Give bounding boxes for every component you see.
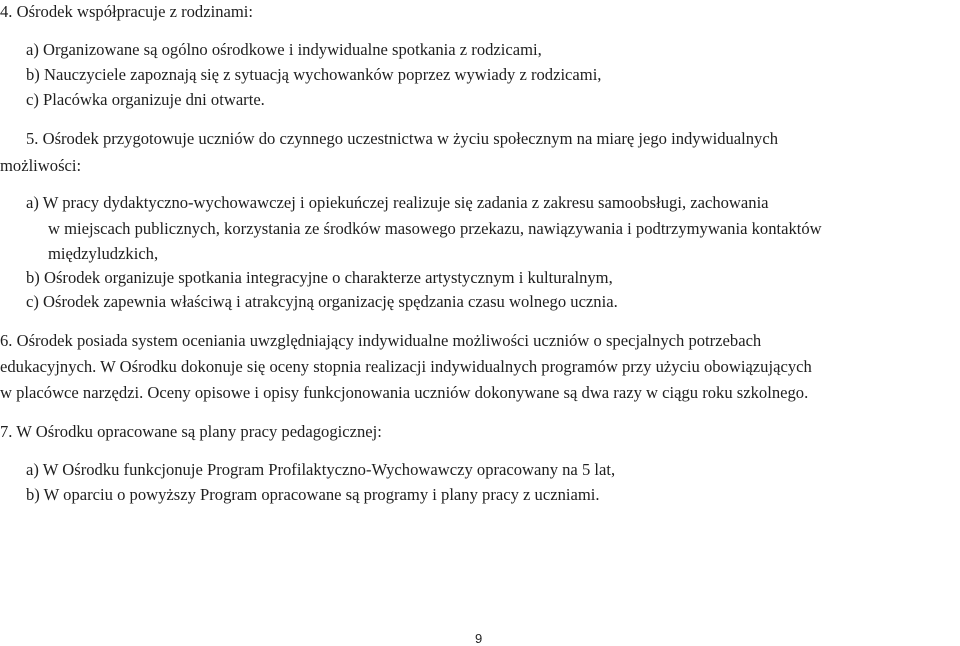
- section-5-item-a-line2: w miejscach publicznych, korzystania ze środków masowego przekazu, nawiązywania i podtrzymywania kontaktów: [48, 219, 822, 238]
- section-6-line2: edukacyjnych. W Ośrodku dokonuje się oceny stopnia realizacji indywidualnych programów przy użyciu obowiązujących: [0, 357, 812, 376]
- section-6-line3: w placówce narzędzi. Oceny opisowe i opisy funkcjonowania uczniów dokonywane są dwa razy w ciągu roku szkolnego.: [0, 383, 809, 402]
- section-4-item-b: b) Nauczyciele zapoznają się z sytuacją wychowanków poprzez wywiady z rodzicami,: [26, 65, 602, 84]
- section-5-item-c: c) Ośrodek zapewnia właściwą i atrakcyjną organizację spędzania czasu wolnego ucznia.: [26, 292, 618, 311]
- section-5-item-a-line1: a) W pracy dydaktyczno-wychowawczej i opiekuńczej realizuje się zadania z zakresu samoobsługi, zachowania: [26, 193, 769, 212]
- section-7-item-b: b) W oparciu o powyższy Program opracowane są programy i plany pracy z uczniami.: [26, 485, 600, 504]
- section-5-item-b: b) Ośrodek organizuje spotkania integracyjne o charakterze artystycznym i kulturalnym,: [26, 268, 613, 287]
- section-4-item-a: a) Organizowane są ogólno ośrodkowe i indywidualne spotkania z rodzicami,: [26, 40, 542, 59]
- section-7-heading: 7. W Ośrodku opracowane są plany pracy pedagogicznej:: [0, 422, 382, 441]
- section-5-intro-line1: 5. Ośrodek przygotowuje uczniów do czynnego uczestnictwa w życiu społecznym na miarę jego indywidualnych: [26, 129, 779, 148]
- section-4-heading: 4. Ośrodek współpracuje z rodzinami:: [0, 2, 253, 21]
- section-4-item-c: c) Placówka organizuje dni otwarte.: [26, 90, 265, 109]
- section-5-item-a-line3: międzyludzkich,: [48, 244, 159, 263]
- section-5-intro-line2: możliwości:: [0, 156, 82, 175]
- page-number: 9: [475, 631, 483, 646]
- section-6-line1: 6. Ośrodek posiada system oceniania uwzględniający indywidualne możliwości uczniów o specjalnych potrzebach: [0, 331, 762, 350]
- section-7-item-a: a) W Ośrodku funkcjonuje Program Profilaktyczno-Wychowawczy opracowany na 5 lat,: [26, 460, 616, 479]
